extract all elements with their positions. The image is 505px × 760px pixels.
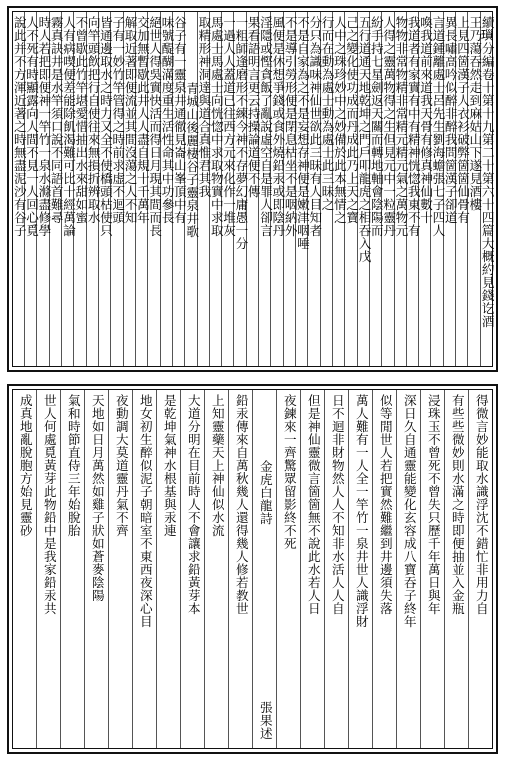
text-column — [84, 390, 108, 748]
column-text: 時人若把即便神一竿竹一泉水滌盡修學 — [36, 16, 52, 237]
column-text: 馬處士馬處士向恍惚中求取物實中求取 — [208, 16, 224, 237]
column-text: 風便是休想爭錢或食外燒鉛汞或即陰丹 — [270, 16, 286, 237]
column-text: 淫隱或慳貪飯了亂說虛空自是罪人卻言 — [258, 16, 274, 237]
column-text: 浸珠玉不曾死不曾失只歷千年萬日與年 — [425, 394, 441, 615]
text-column — [468, 390, 492, 748]
column-text: 人得之靈萬物得之生但見元中一粒靈丹 — [381, 16, 397, 237]
column-text: 說此并不方渾近著之時無盡泥沙有谷子 — [11, 16, 27, 237]
column-text: 續𤨏分編卷十第十九第二十第六十四篇大概約見錢讫酒 — [479, 16, 495, 328]
column-text: 物物非常物精非常精元精元氣之萬物元 — [393, 16, 409, 237]
column-text: 王乃蕩吞然走到麻姑山下遂見酒樓 — [467, 16, 483, 211]
lower-text-panel — [7, 384, 498, 754]
column-text: 一過人人蓋道已往西方元來化作一堆灰 — [221, 16, 237, 237]
column-text: 皆通邊取水之時力又全不使橋頭枯使只 — [97, 16, 113, 237]
column-text: 味號醍醐滿度重生活性命其中功參長 — [159, 16, 175, 224]
column-text: 不是自家為之不是妄想存神便是嫩津咽唾 — [294, 16, 310, 250]
upper-text-frame — [12, 11, 493, 367]
column-text: 分只為識味神仙世欲此三昧有人目知者 — [307, 16, 323, 237]
column-text: 絕世人得吳實快活而得日月現其間而長 — [147, 16, 163, 237]
text-column — [276, 390, 300, 748]
column-text: 有些些微妙則水滿之時即便抽並入金瓶 — [449, 394, 465, 615]
column-text: 氣和時節直侍三年始脫胎 — [65, 394, 81, 537]
author-note: 張果述 — [257, 701, 273, 740]
column-text: 但是神仙靈微言箇箇無不說此水若人日 — [305, 394, 321, 615]
column-text: 人中之珠珍妙中之妙備於此本無情之 — [331, 16, 347, 224]
upper-columns — [11, 12, 495, 366]
text-column — [300, 390, 324, 748]
column-text: 深日久自通靈能變化玄容成八寶吞子終年 — [401, 394, 417, 628]
text-column — [180, 390, 204, 748]
text-column — [420, 390, 444, 748]
column-text: 霧真訣井是水竿須口說不同語首難尋 — [48, 16, 64, 224]
column-text: 天地如日月萬然如雞子狀如蒼麥陰陽 — [89, 394, 105, 602]
column-text: 取精形神洞達與道合真惟君其我 — [196, 16, 212, 198]
column-text: 一粗師逢磨形不練今神不存夢幻庸愚一分 — [233, 16, 249, 250]
upper-text-panel — [7, 6, 498, 372]
column-text: 日不迴非財物然人人不知非水活人人自 — [329, 394, 345, 615]
column-text: 谷子有一靈泉井通徹見崙山峯頂中有 — [171, 16, 187, 224]
column-text: 行而在動為處士動為處士此三昧之 — [319, 16, 335, 211]
column-text: 似等閒世人若把實然難繼到井邊須失落 — [377, 394, 393, 615]
text-column — [324, 390, 348, 748]
column-text: 言道鍾離處士呂先生劉海蟾張七子四人 — [430, 16, 446, 237]
column-text: 解取近著即便流並其間沒蕩之人不知 — [122, 16, 138, 224]
column-text: 向竿頭飲把行自使往來無損折辨取水 — [85, 16, 101, 224]
text-column — [132, 390, 156, 748]
column-text: 得微言妙能取水識浮沈不錯忙非用力自 — [473, 394, 489, 615]
column-text: 鉛汞傳來自萬秋幾人還得幾人修若教世 — [233, 394, 249, 615]
text-column — [372, 390, 396, 748]
lower-columns — [13, 390, 492, 748]
text-column — [13, 390, 36, 748]
column-text: 上知靈藥天上神仙似水流 — [209, 394, 225, 537]
text-column — [228, 390, 252, 748]
column-text: 紛手持七星劍返天關而轉地軸會陰陽而 — [368, 16, 384, 237]
column-text: 五行道通天地乾坤之門戶叩龍虎之相吞入戊 — [356, 16, 372, 263]
text-column — [396, 390, 420, 748]
poem-title: 金虎白龍詩 — [257, 460, 273, 525]
column-text: 人不死有時顯露向人間不見一人回心覓 — [24, 16, 40, 237]
column-text: 上見四箇漢子人衣衫破弊箇箇仙骨有 — [455, 16, 471, 224]
text-column — [252, 390, 276, 748]
text-column — [36, 390, 60, 748]
text-column — [108, 390, 132, 748]
column-text: 子有一妙竹竿管得之時前求虚不迴頭 — [110, 16, 126, 224]
column-text: 是乾坤氣神水根基與汞連 — [161, 394, 177, 537]
column-text: 不曾歇此竹竿堪愛惜抽出水來甜如蜜 — [73, 16, 89, 224]
column-text: 喚我道前來道我天骨有修真神仙數十 — [418, 16, 434, 224]
column-text: 人有病喫便差能除飢渴難可比十經萬論 — [61, 16, 77, 237]
column-text: 不是導引勞形便是閉息枯坐不是咽納外 — [282, 16, 298, 237]
column-text: 異長嘯高吟似醉非醉我問箇漢子卻道 — [442, 16, 458, 224]
column-text: 萬人難有一人全一竿竹一泉井世人識浮財 — [353, 394, 369, 628]
column-text: 己之變化使功成而丹成此乃上天之寶 — [344, 16, 360, 224]
column-text: 夜鍊來一齊驚眾留影終不死 — [281, 394, 297, 550]
column-text: 交加無暫歇此井人人盡自規十千萬年 — [134, 16, 150, 224]
column-text: 成真地亂脫胞方始見靈砂 — [17, 394, 33, 537]
page-fold — [0, 372, 505, 384]
column-text: 地女初生醉似泥子朝暗室不東西夜深心目 — [137, 394, 153, 628]
column-text: 世人何處覓黃芽此物鉛中是我家鉛汞共 — [41, 394, 57, 615]
text-column — [156, 390, 180, 748]
text-column — [348, 390, 372, 748]
poem-title: 青城山後麗棲谷子靈泉井歌 — [184, 82, 200, 238]
text-column — [60, 390, 84, 748]
column-text: 我道者有家實有中有精神恍惚我東不有 — [405, 16, 421, 237]
text-column — [11, 12, 27, 366]
text-column — [204, 390, 228, 748]
column-text: 夜動調大莫道靈丹氣不齊 — [113, 394, 129, 537]
lower-text-frame — [12, 389, 493, 749]
text-column — [444, 390, 468, 748]
column-text: 大道分明在目前時人不會讓求鉛黃芽本 — [185, 394, 201, 615]
column-text: 果看語明言更云持操論道便不傳 — [245, 16, 261, 198]
